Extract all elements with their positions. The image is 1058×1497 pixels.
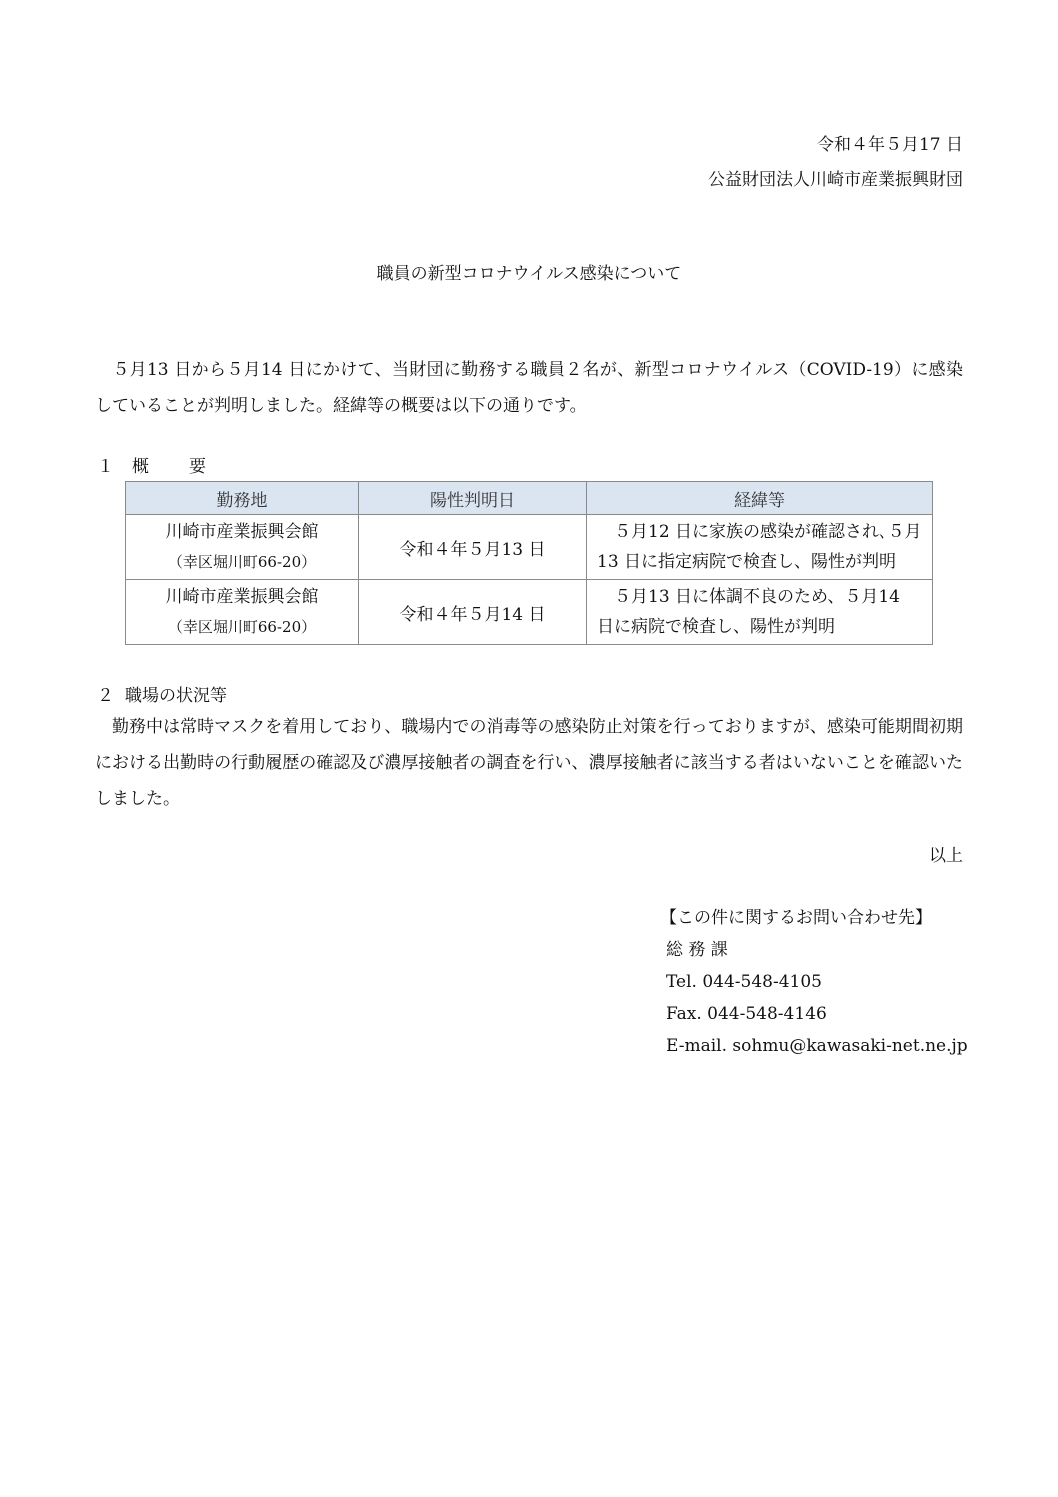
table-row [126,580,933,645]
contact-fax: Fax. 044-548-4146 [666,1004,827,1024]
workplace-name: 川崎市産業振興会館 [165,522,319,542]
table-header-row [126,482,933,515]
intro-text: ５月13 日から５月14 日にかけて、当財団に勤務する職員２名が、新型コロナウイルス（COVID-19）に感染していることが判明しました。経緯等の概要は以下の通りです。 [95,360,963,416]
document-date: 令和４年５月17 日 [816,135,963,155]
status-paragraph [95,709,963,817]
section2-number: ２ [97,686,114,706]
header-workplace: 勤務地 [126,482,359,515]
contact-department: 総 務 課 [666,940,728,960]
details-cell [587,515,933,580]
section1-number: １ [97,457,114,477]
section1-heading [97,452,246,477]
section2-title: 職場の状況等 [125,686,227,706]
summary-table [125,481,933,645]
header-details: 経緯等 [587,482,933,515]
section2-heading [97,681,227,706]
document-title: 職員の新型コロナウイルス感染について [376,264,682,284]
table-row [126,515,933,580]
workplace-address: （幸区堀川町66-20） [167,553,317,571]
workplace-name: 川崎市産業振興会館 [165,587,319,607]
details-text: ５月13 日に体調不良のため、５月14 日に病院で検査し、陽性が判明 [597,587,900,637]
positive-date-cell: 令和４年５月13 日 [359,515,587,580]
organization-name: 公益財団法人川崎市産業振興財団 [708,170,963,190]
workplace-cell [126,580,359,645]
intro-paragraph [95,352,963,424]
details-cell [587,580,933,645]
contact-email: E-mail. sohmu@kawasaki-net.ne.jp [666,1036,968,1056]
contact-tel: Tel. 044-548-4105 [666,972,822,992]
section1-title: 概要 [132,457,246,477]
workplace-cell [126,515,359,580]
positive-date-cell: 令和４年５月14 日 [359,580,587,645]
closing-remark: 以上 [929,846,963,866]
header-positive-date: 陽性判明日 [359,482,587,515]
contact-heading: 【この件に関するお問い合わせ先】 [660,908,932,928]
contact-block [660,902,968,1062]
status-text: 勤務中は常時マスクを着用しており、職場内での消毒等の感染防止対策を行っておりますが、感染可能期間初期における出勤時の行動履歴の確認及び濃厚接触者の調査を行い、濃厚接触者に該当する者はいないことを確認いたしました。 [95,717,963,809]
workplace-address: （幸区堀川町66-20） [167,618,317,636]
details-text: ５月12 日に家族の感染が確認され､５月13 日に指定病院で検査し、陽性が判明 [597,522,922,572]
